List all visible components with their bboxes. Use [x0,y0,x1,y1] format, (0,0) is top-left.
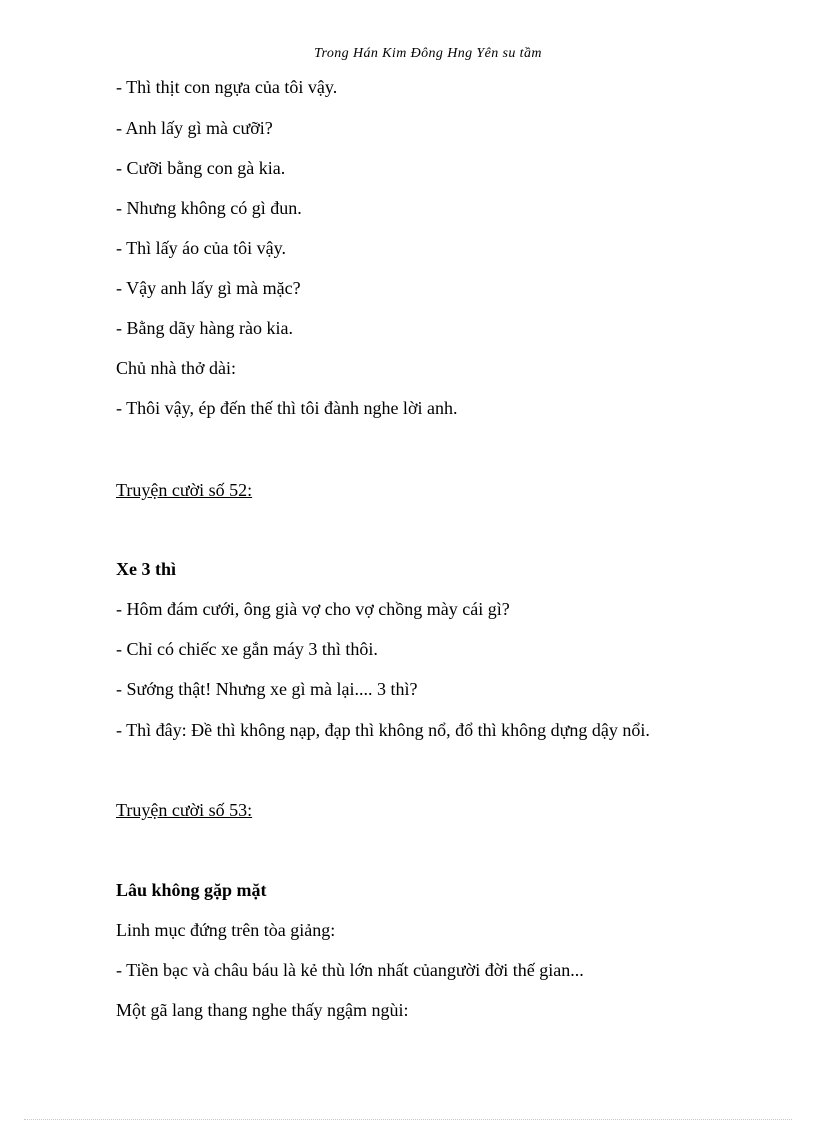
narration-line: Một gã lang thang nghe thấy ngậm ngùi: [116,1000,409,1020]
story-52-heading: Truyện cười số 52: [116,480,253,500]
dialogue-line: - Sướng thật! Nhưng xe gì mà lại.... 3 thì? [116,679,418,699]
dialogue-line: - Anh lấy gì mà cưỡi? [116,118,273,138]
dialogue-line: - Thôi vậy, ép đến thế thì tôi đành nghe lời anh. [116,398,458,418]
dialogue-line: - Nhưng không có gì đun. [116,198,302,218]
page-bottom-divider [24,1119,792,1120]
dialogue-line: - Vậy anh lấy gì mà mặc? [116,278,301,298]
dialogue-line: - Hôm đám cưới, ông già vợ cho vợ chồng mày cái gì? [116,599,510,619]
story-53-title: Lâu không gặp mặt [116,880,267,900]
dialogue-line: - Thì đây: Đề thì không nạp, đạp thì không nổ, đổ thì không dựng dậy nổi. [116,720,650,740]
dialogue-line: - Cưỡi bằng con gà kia. [116,158,286,178]
story-52-title: Xe 3 thì [116,559,176,579]
narration-line: Chủ nhà thở dài: [116,358,237,378]
dialogue-line: - Chỉ có chiếc xe gắn máy 3 thì thôi. [116,639,378,659]
page-header: Trong Hán Kim Đông Hng Yên su tầm [314,46,542,61]
dialogue-line: - Tiền bạc và châu báu là kẻ thù lớn nhất củangười đời thế gian... [116,960,584,980]
dialogue-line: - Bằng dãy hàng rào kia. [116,318,293,338]
dialogue-line: - Thì lấy áo của tôi vậy. [116,238,286,258]
story-53-heading: Truyện cười số 53: [116,800,253,820]
narration-line: Linh mục đứng trên tòa giảng: [116,920,336,940]
dialogue-line: - Thì thịt con ngựa của tôi vậy. [116,77,338,97]
